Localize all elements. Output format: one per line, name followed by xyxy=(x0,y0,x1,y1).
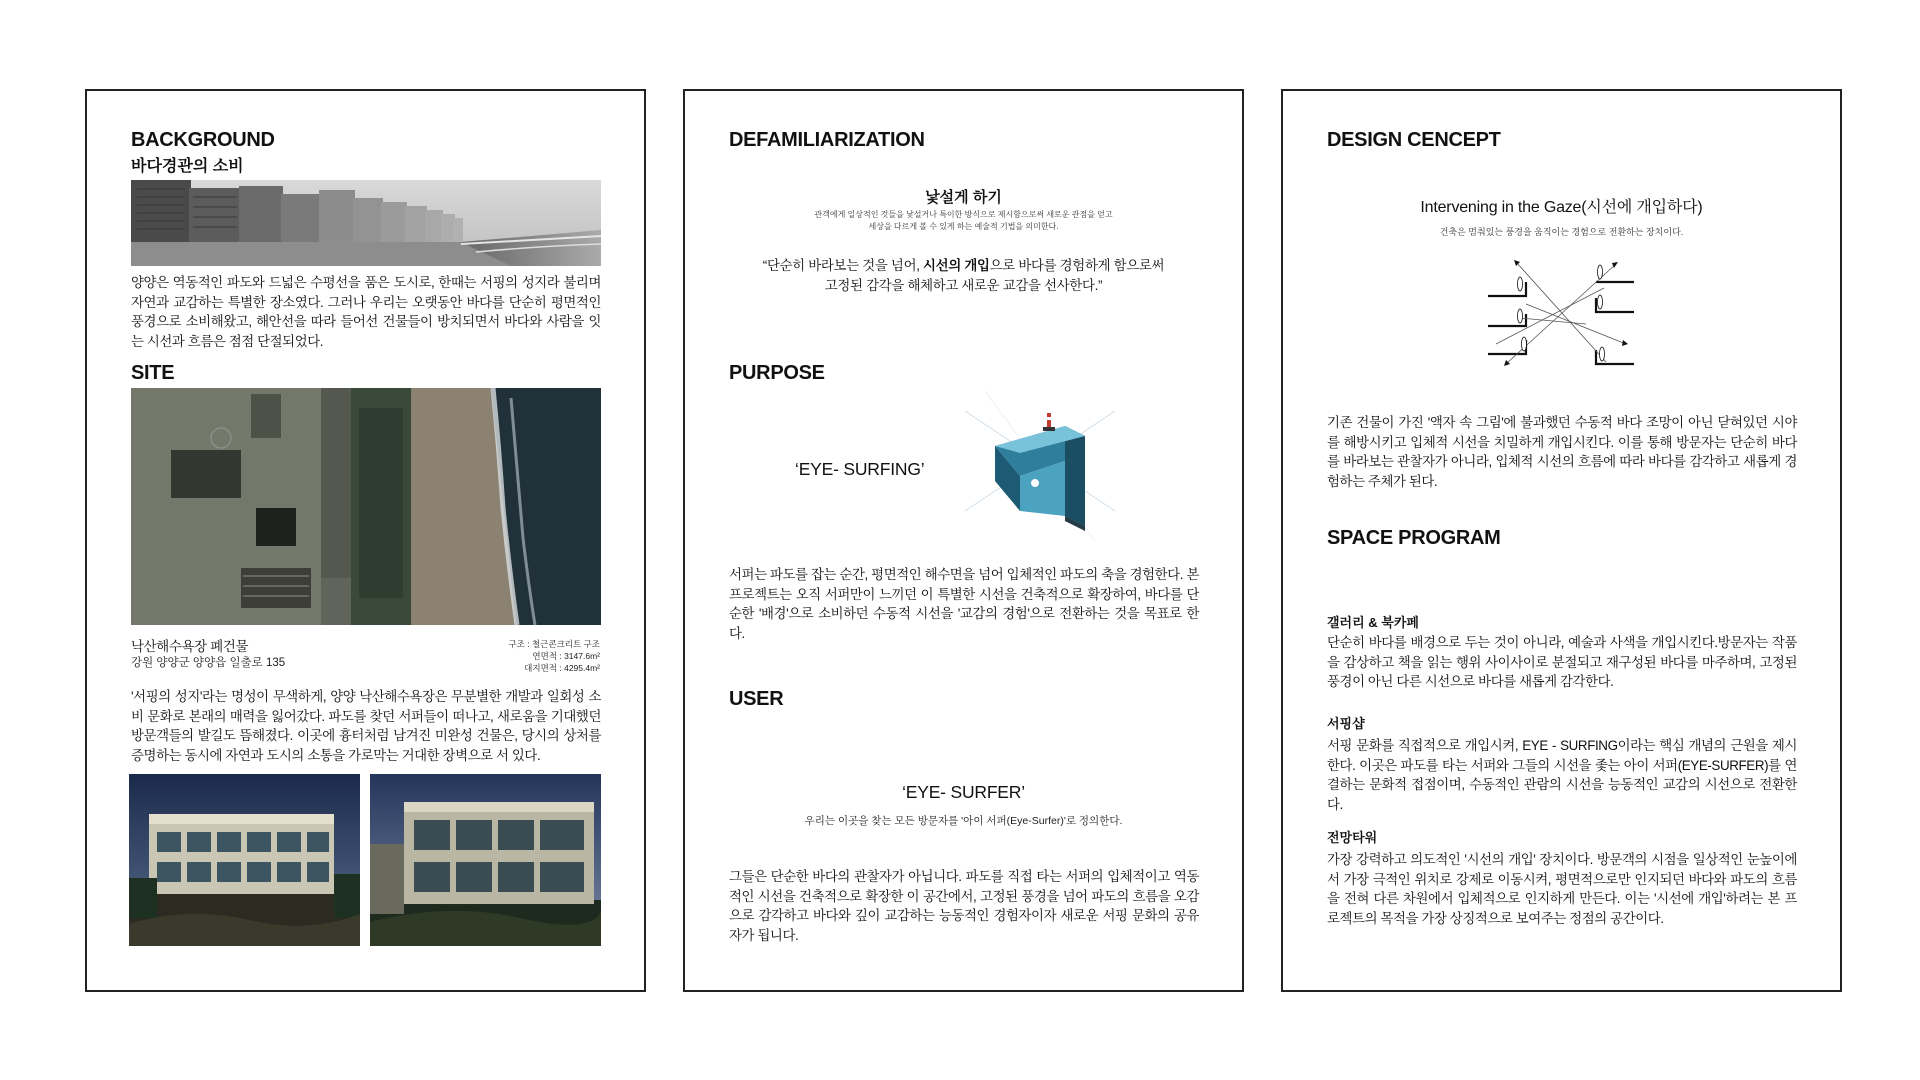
panel-background-site xyxy=(85,89,646,992)
purpose-paragraph: 서퍼는 파도를 잡는 순간, 평면적인 해수면을 넘어 입체적인 파도의 축을 경험한다. 본 프로젝트는 오직 서퍼만이 느끼던 이 특별한 시선을 건축적으로 확장하여, 바다를 단순한 '배경'으로 소비하던 수동적 시선을 '교감의 경험'으로 전환하는 것을 목표로 한다. xyxy=(729,567,1199,641)
gaze-diagram xyxy=(1486,254,1636,374)
site-paragraph: '서핑의 성지'라는 명성이 무색하게, 양양 낙산해수욕장은 무분별한 개발과 일회성 소비 문화로 본래의 매력을 잃어갔다. 파도를 찾던 서퍼들이 떠나고, 새로움을 기대했던 방문객들의 발길도 뜸해졌다. 이곳에 흉터처럼 남겨진 미완성 건물은, 당시의 상처를 증명하는 동시에 자연과 도시의 소통을 가로막는 거대한 장벽으로 서 있다. xyxy=(131,689,601,763)
design-concept-description: 건축은 멈춰있는 풍경을 움직이는 경험으로 전환하는 장치이다. xyxy=(1439,227,1684,237)
user-paragraph: 그들은 단순한 바다의 관찰자가 아닙니다. 파도를 직접 타는 서퍼의 입체적이고 역동적인 시선을 건축적으로 확장한 이 공간에서, 고정된 풍경을 넘어 파도의 흐름을 오감으로 감각하고 바다와 깊이 교감하는 능동적인 경험자이자 새로운 서핑 문화의 공유자가 됩니다. xyxy=(729,869,1199,943)
defamiliarization-description-line-1: 관객에게 일상적인 것들을 낯설거나 특이한 방식으로 제시함으로써 새로운 관점을 얻고 xyxy=(814,210,1113,219)
design-concept-subheading: Intervening in the Gaze(시선에 개입하다) xyxy=(1420,199,1703,216)
design-concept-paragraph: 기존 건물이 가진 '액자 속 그림'에 불과했던 수동적 바다 조망이 아닌 닫혀있던 시야를 해방시키고 입체적 시선을 치밀하게 개입시킨다. 이를 통해 방문자는 단순히 바다를 바라보는 관찰자가 아니라, 입체적 시선의 흐름에 따라 바다를 감각하고 새롭게 경험하는 주체가 된다. xyxy=(1327,415,1797,489)
background-heading: BACKGROUND xyxy=(131,129,275,151)
quote-emphasis: 시선의 개입 xyxy=(923,258,990,273)
background-subheading: 바다경관의 소비 xyxy=(131,158,244,175)
design-concept-heading: DESIGN CENCEPT xyxy=(1327,129,1501,151)
defamiliarization-quote xyxy=(685,256,1242,296)
user-description: 우리는 이곳을 찾는 모든 방문자를 '아이 서퍼(Eye-Surfer)'로 정의한다. xyxy=(804,815,1123,827)
panel-design-concept-space-program xyxy=(1281,89,1842,992)
defamiliarization-subheading: 낯설게 하기 xyxy=(925,189,1002,206)
site-structure: 구조 : 철근콘크리트 구조 xyxy=(508,639,600,649)
program-tower-text: 가장 강력하고 의도적인 '시선의 개입' 장치이다. 방문객의 시점을 일상적인 눈높이에서 가장 극적인 위치로 강제로 이동시켜, 평면적으로만 인지되던 바다와 파도의 흐름을 전혀 다른 차원에서 입체적으로 인지하게 만든다. 이는 '시선에 개입'하려는 본 프로젝트의 목적을 가장 상징적으로 보여주는 정점의 공간이다. xyxy=(1327,852,1797,926)
site-name: 낙산해수욕장 폐건물 xyxy=(131,639,249,654)
site-heading: SITE xyxy=(131,362,175,384)
site-floor-area: 연면적 : 3147.6m² xyxy=(532,651,600,661)
abandoned-building-photo-2 xyxy=(370,774,601,946)
background-paragraph: 양양은 역동적인 파도와 드넓은 수평선을 품은 도시로, 한때는 서핑의 성지라 불리며 자연과 교감하는 특별한 장소였다. 그러나 우리는 오랫동안 바다를 단순히 평면적인 풍경으로 소비해왔고, 해안선을 따라 들어선 건물들이 방치되면서 바다와 사람을 잇는 시선과 흐름은 점점 단절되었다. xyxy=(131,275,601,349)
program-surfshop-text: 서핑 문화를 직접적으로 개입시켜, EYE - SURFING이라는 핵심 개념의 근원을 제시한다. 이곳은 파도를 타는 서퍼와 그들의 시선을 좇는 아이 서퍼(EYE-SURFER)를 연결하는 문화적 접점이며, 수동적인 관람의 시선을 능동적인 교감의 시선으로 전환한다. xyxy=(1327,738,1797,812)
site-address: 강원 양양군 양양읍 일출로 135 xyxy=(131,657,286,669)
defamiliarization-description xyxy=(685,209,1242,233)
coastline-buildings-photo xyxy=(131,180,601,266)
abandoned-building-photo-1 xyxy=(129,774,360,946)
defamiliarization-description-line-2: 세상을 다르게 볼 수 있게 하는 예술적 기법을 의미한다. xyxy=(868,222,1059,231)
quote-line-2: 고정된 감각을 해체하고 새로운 교감을 선사한다.” xyxy=(824,278,1103,293)
quote-open: “단순히 바라보는 것을 넘어, xyxy=(762,258,924,273)
program-tower-title: 전망타워 xyxy=(1327,830,1378,845)
defamiliarization-heading: DEFAMILIARIZATION xyxy=(729,129,925,151)
panel-defamiliarization-purpose-user xyxy=(683,89,1244,992)
eye-surfing-illustration xyxy=(965,391,1115,541)
eye-surfer-label: ‘EYE- SURFER’ xyxy=(902,782,1025,802)
program-surfshop-title: 서핑샵 xyxy=(1327,716,1365,731)
program-gallery-title: 갤러리 & 북카페 xyxy=(1327,615,1419,630)
quote-rest: 으로 바다를 경험하게 함으로써 xyxy=(989,258,1165,273)
quote-line-1 xyxy=(685,256,1242,276)
program-gallery-text: 단순히 바다를 배경으로 두는 것이 아니라, 예술과 사색을 개입시킨다.방문자는 작품을 감상하고 책을 읽는 행위 사이사이로 분절되고 재구성된 바다를 마주하며, 고정된 풍경이 아닌 다른 시선으로 바다를 새롭게 감각한다. xyxy=(1327,635,1797,689)
site-specs xyxy=(508,638,600,674)
purpose-heading: PURPOSE xyxy=(729,362,825,384)
eye-surfing-label: ‘EYE- SURFING’ xyxy=(795,459,925,479)
space-program-heading: SPACE PROGRAM xyxy=(1327,527,1501,549)
site-aerial-photo xyxy=(131,388,601,625)
site-land-area: 대지면적 : 4295.4m² xyxy=(524,663,600,673)
user-heading: USER xyxy=(729,688,784,710)
